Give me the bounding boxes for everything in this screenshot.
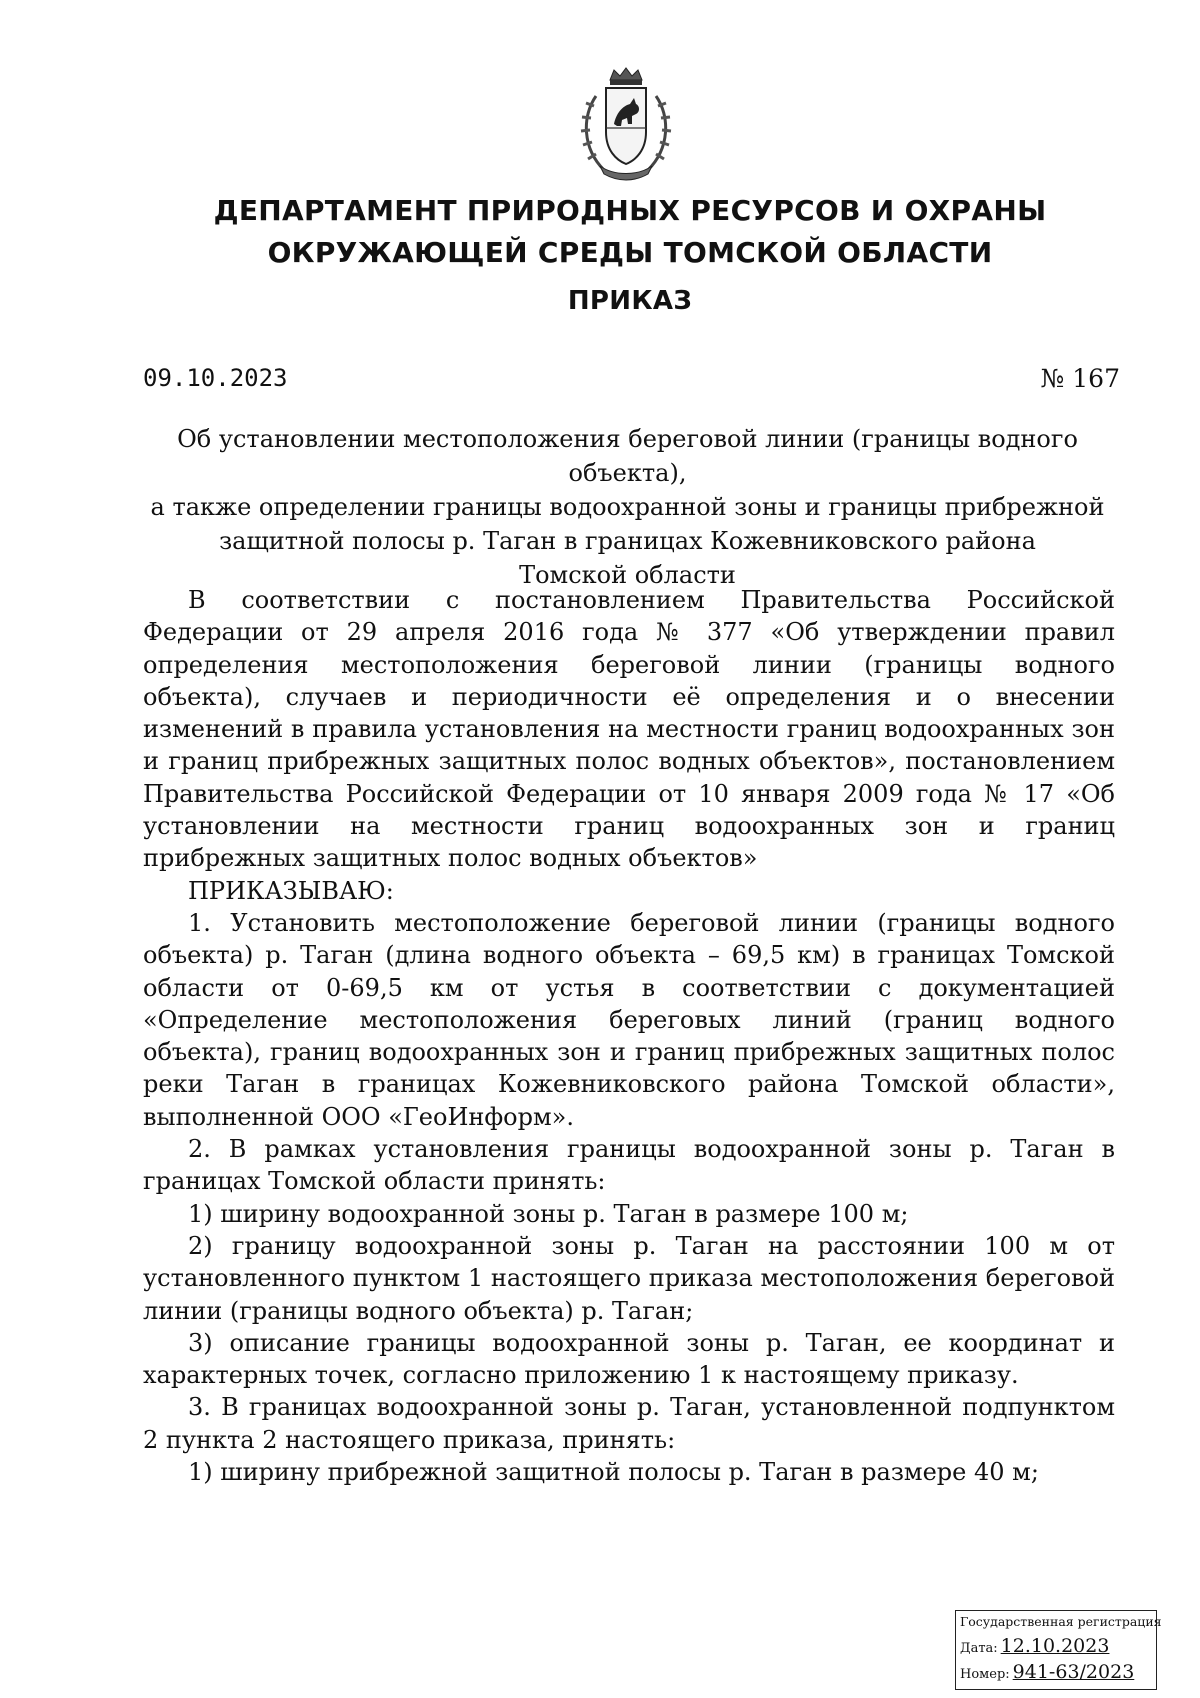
item-2-2: 2) границу водоохранной зоны р. Таган на расстоянии 100 м от установленного пунктом 1 настоящего приказа местоположения береговой линии (границы водного объекта) р. Таган; <box>143 1231 1115 1325</box>
stamp-date-value: 12.10.2023 <box>1000 1635 1110 1657</box>
item-2-3: 3) описание границы водоохранной зоны р. Таган, ее координат и характерных точек, согласно приложению 1 к настоящему приказу. <box>143 1328 1115 1390</box>
item-3-1: 1) ширину прибрежной защитной полосы р. Таган в размере 40 м; <box>188 1458 1039 1487</box>
order-title <box>140 422 1115 592</box>
item-3: 3. В границах водоохранной зоны р. Таган, установленной подпунктом 2 пункта 2 настоящего приказа, принять: <box>143 1393 1115 1454</box>
registration-stamp <box>955 1610 1162 1690</box>
title-line4: Томской области <box>519 561 736 589</box>
stamp-date-row <box>960 1635 1109 1657</box>
stamp-number-value: 941-63/2023 <box>1012 1661 1135 1683</box>
item-2: 2. В рамках установления границы водоохранной зоны р. Таган в границах Томской области принять: <box>143 1135 1115 1196</box>
order-date: 09.10.2023 <box>143 364 288 392</box>
title-line2: а также определении границы водоохранной зоны и границы прибрежной <box>150 493 1105 521</box>
preamble-paragraph: В соответствии с постановлением Правительства Российской Федерации от 29 апреля 2016 года № 377 «Об утверждении правил определения местоположения береговой линии (границы водного объекта), случаев и периодичности её определения и о внесении изменений в правила установления на местности границ водоохранных зон и границ прибрежных защитных полос водных объектов», постановлением Правительства Российской Федерации от 10 января 2009 года № 17 «Об установлении на местности границ водоохранных зон и границ прибрежных защитных полос водных объектов» <box>143 586 1115 873</box>
item-2-1: 1) ширину водоохранной зоны р. Таган в размере 100 м; <box>188 1199 909 1228</box>
order-word: ПРИКАЗЫВАЮ: <box>188 876 394 905</box>
stamp-title: Государственная регистрация <box>960 1614 1162 1629</box>
stamp-number-label: Номер: <box>960 1667 1010 1682</box>
stamp-date-label: Дата: <box>960 1641 998 1656</box>
title-line1: Об установлении местоположения береговой линии (границы водного объекта), <box>177 425 1078 487</box>
title-line3: защитной полосы р. Таган в границах Кожевниковского района <box>219 527 1036 555</box>
stamp-number-row <box>960 1661 1134 1683</box>
item-1: 1. Установить местоположение береговой линии (границы водного объекта) р. Таган (длина водного объекта – 69,5 км) в границах Томской области от 0-69,5 км от устья в соответствии с документацией «Определение местоположения береговых линий (границ водного объекта), границ водоохранных зон и границ прибрежных защитных полос реки Таган в границах Кожевниковского района Томской области», выполненной ООО «ГеоИнформ». <box>143 908 1115 1131</box>
order-number: № 167 <box>1040 364 1120 393</box>
order-body <box>143 584 1115 1488</box>
document-type: ПРИКАЗ <box>567 286 693 316</box>
department-name-line1: ДЕПАРТАМЕНТ ПРИРОДНЫХ РЕСУРСОВ И ОХРАНЫ <box>213 194 1047 227</box>
department-name <box>140 190 1120 274</box>
coat-of-arms-icon <box>566 66 686 186</box>
department-name-line2: ОКРУЖАЮЩЕЙ СРЕДЫ ТОМСКОЙ ОБЛАСТИ <box>267 236 993 269</box>
